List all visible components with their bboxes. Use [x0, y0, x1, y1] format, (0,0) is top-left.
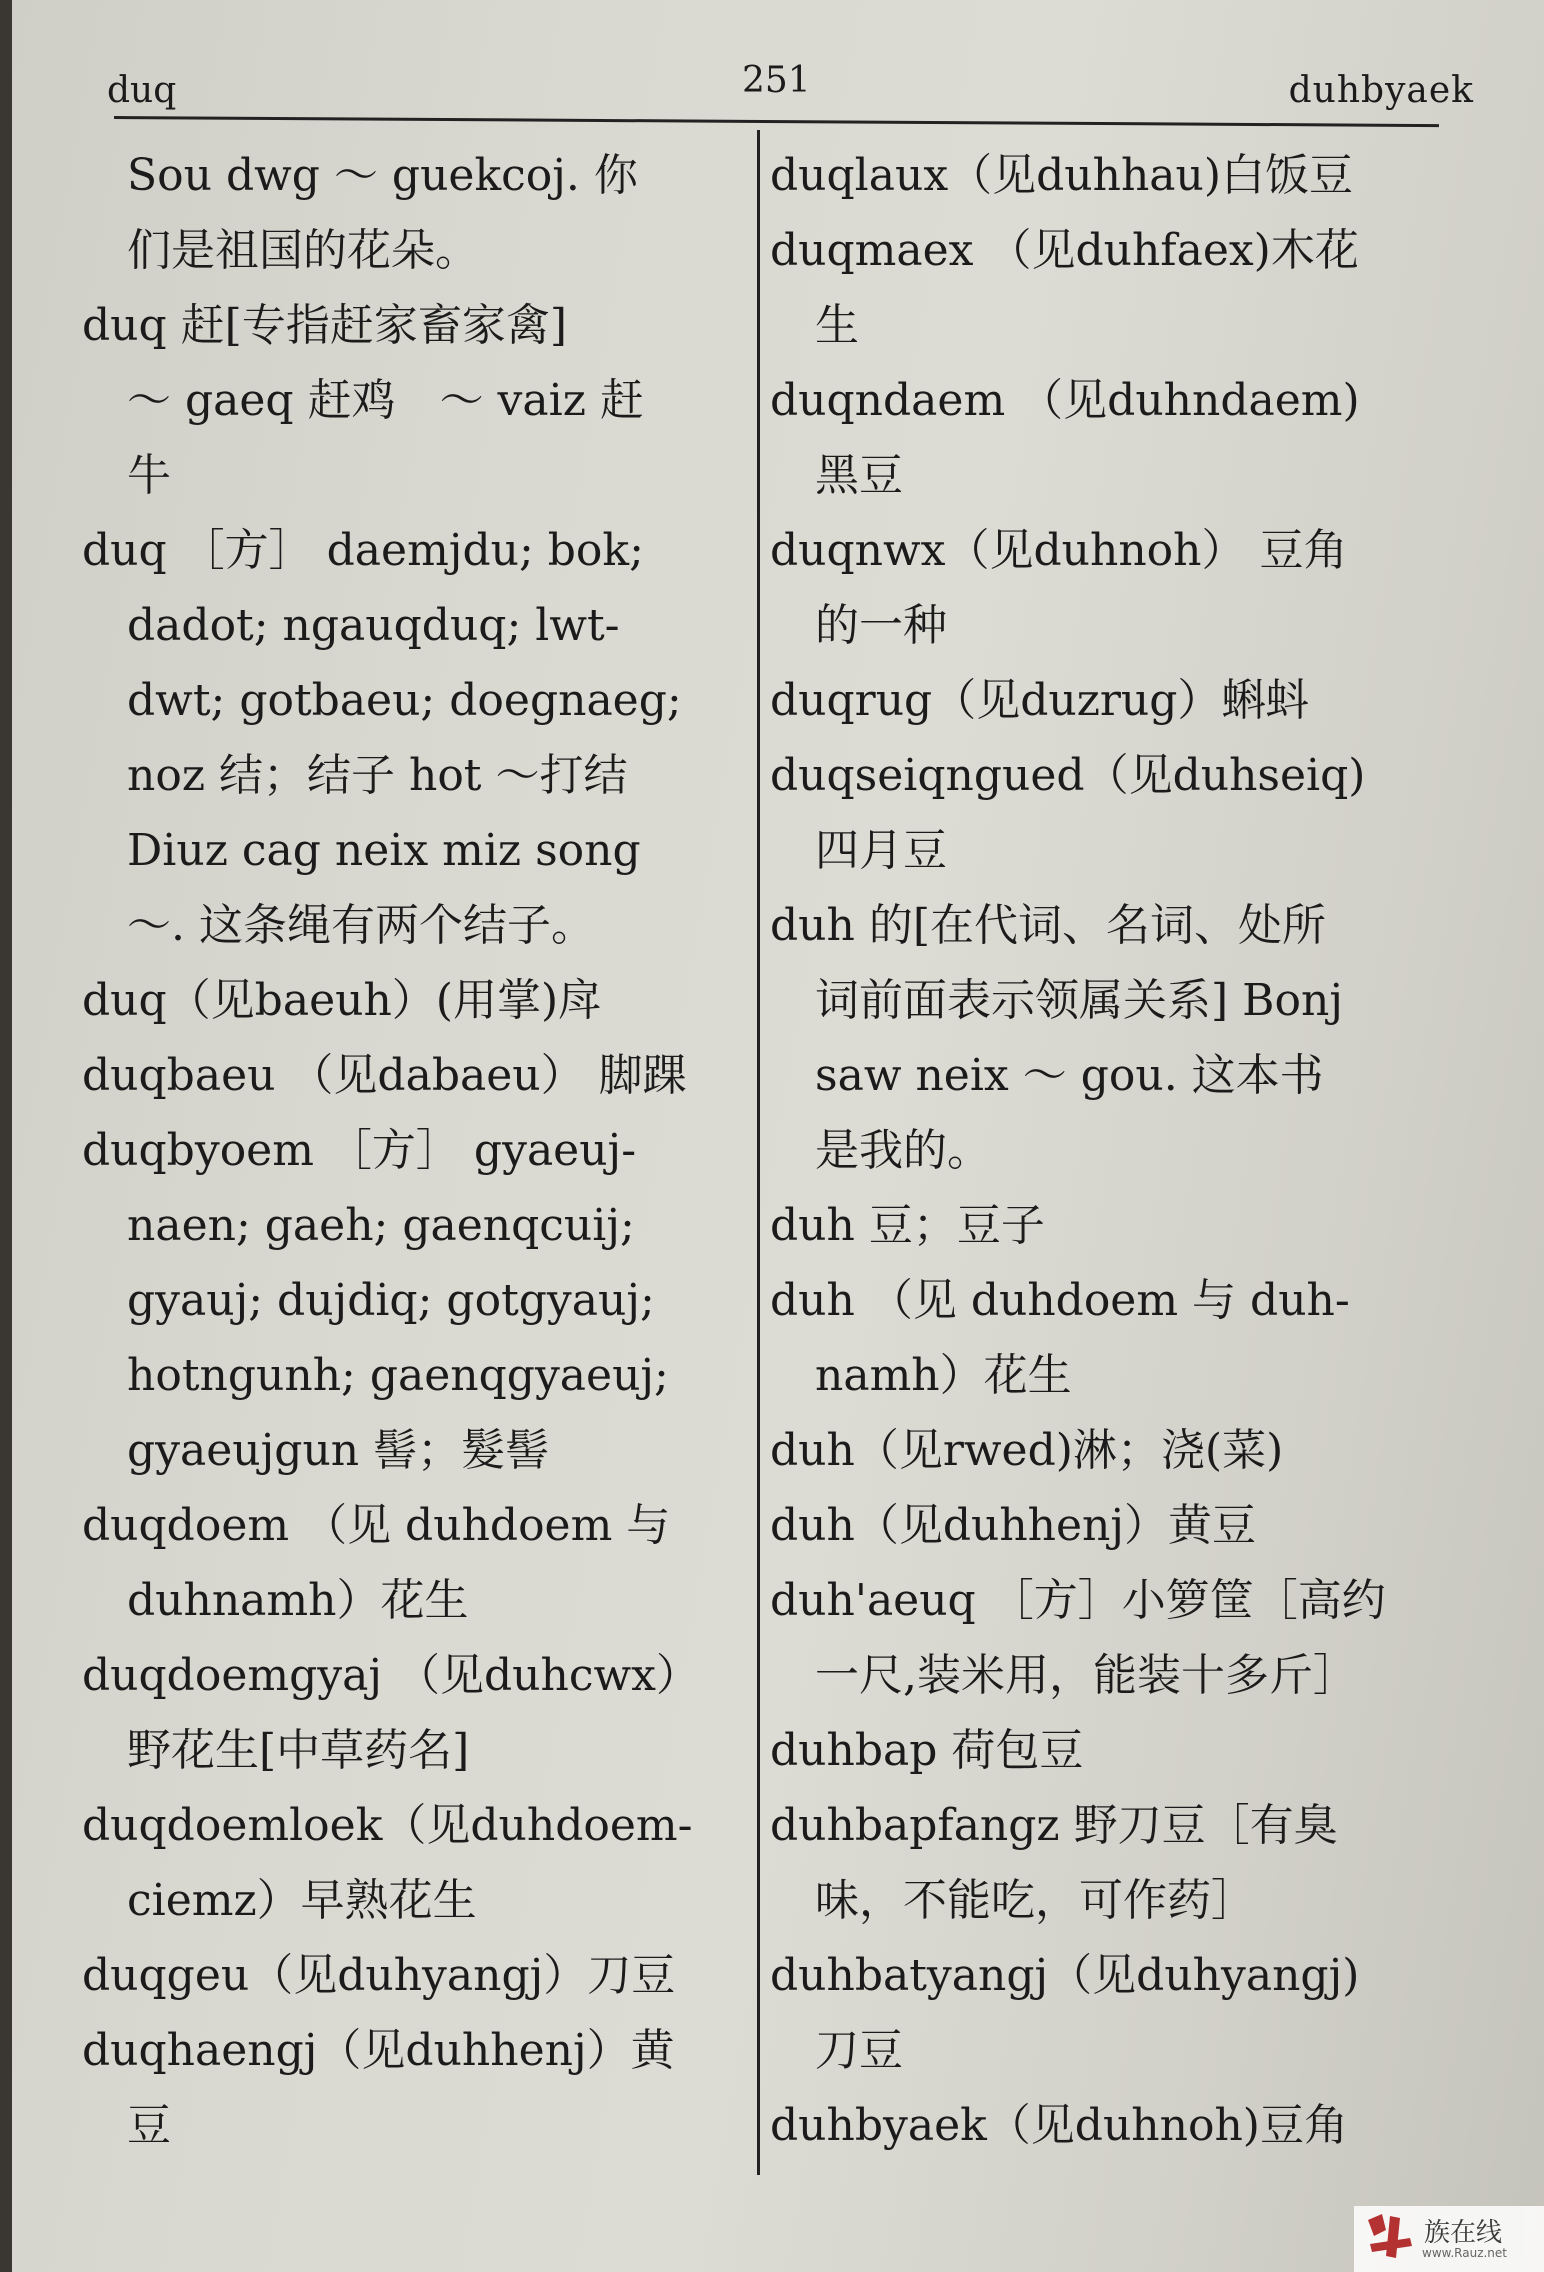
dictionary-entry: [770, 1563, 1430, 1713]
entry-headline: duqdoemloek（见duhdoem-: [82, 1800, 693, 1851]
entry-continuation-line: gyaeujgun 髻；髮髻: [127, 1425, 550, 1476]
dictionary-entry: [770, 738, 1430, 888]
right-column: [770, 138, 1430, 2163]
column-divider: [757, 130, 760, 2175]
entry-continuation-line: hotngunh; gaenqgyaeuj;: [127, 1350, 669, 1401]
site-logo-icon: [1360, 2210, 1420, 2268]
entry-continuation-line: 刀豆: [815, 2025, 903, 2076]
entry-headline: duhbapfangz 野刀豆［有臭: [770, 1800, 1338, 1851]
site-watermark: [1354, 2206, 1544, 2272]
entry-continuation-line: naen; gaeh; gaenqcuij;: [127, 1200, 635, 1251]
entry-headline: duh 的[在代词、名词、处所: [770, 900, 1326, 951]
entry-headline: duqlaux（见duhhau)白饭豆: [770, 150, 1354, 201]
dictionary-entry: [770, 1488, 1430, 1563]
dictionary-entry: [82, 1938, 742, 2013]
dictionary-entry: [82, 1788, 742, 1938]
entry-headline: duqseiqngued（见duhseiq): [770, 750, 1366, 801]
dictionary-entry: [82, 288, 742, 513]
entry-headline: duqdoem （见 duhdoem 与: [82, 1500, 671, 1551]
entry-headline: duqrug（见duzrug）蝌蚪: [770, 675, 1310, 726]
entry-continuation-line: dadot; ngauqduq; lwt-: [127, 600, 620, 651]
entry-headline: duq ［方］ daemjdu; bok;: [82, 525, 644, 576]
dictionary-page: [12, 0, 1544, 2272]
entry-headline: duh'aeuq ［方］小箩筐［高约: [770, 1575, 1386, 1626]
entry-continuation-line: ～ gaeq 赶鸡 ～ vaiz 赶: [127, 375, 644, 426]
entry-headline: Sou dwg ～ guekcoj. 你: [127, 150, 638, 201]
dictionary-entry: [770, 2088, 1430, 2163]
entry-headline: duq 赶[专指赶家畜家禽]: [82, 300, 567, 351]
dictionary-entry: [770, 1713, 1430, 1788]
entry-continuation-line: noz 结；结子 hot ～打结: [127, 750, 628, 801]
dictionary-entry: [770, 138, 1430, 213]
entry-continuation-line: 豆: [127, 2100, 171, 2151]
dictionary-entry: [770, 1263, 1430, 1413]
watermark-url: www.Rauz.net: [1422, 2246, 1507, 2260]
entry-headline: duh（见rwed)淋；浇(菜): [770, 1425, 1284, 1476]
dictionary-entry: [770, 1788, 1430, 1938]
entry-continuation-line: gyauj; dujdiq; gotgyauj;: [127, 1275, 655, 1326]
dictionary-entry: [770, 663, 1430, 738]
entry-headline: duqbyoem ［方］ gyaeuj-: [82, 1125, 637, 1176]
dictionary-entry: [770, 1188, 1430, 1263]
entry-headline: duh 豆；豆子: [770, 1200, 1045, 1251]
entry-continuation-line: 是我的。: [815, 1125, 991, 1176]
entry-continuation-line: 四月豆: [815, 825, 947, 876]
dictionary-entry: [82, 963, 742, 1038]
entry-headline: duhbyaek（见duhnoh)豆角: [770, 2100, 1348, 2151]
entry-continuation-line: 的一种: [815, 600, 947, 651]
entry-headline: duqmaex （见duhfaex)木花: [770, 225, 1359, 276]
entry-continuation-line: Diuz cag neix miz song: [127, 825, 641, 876]
entry-headline: duq（见baeuh）(用掌)戽: [82, 975, 603, 1026]
dictionary-entry: [770, 1938, 1430, 2088]
dictionary-entry: [770, 888, 1430, 1188]
entry-continuation-line: 一尺,装米用，能装十多斤］: [815, 1650, 1357, 1701]
dictionary-entry: [770, 213, 1430, 363]
header-right-guideword: duhbyaek: [1288, 70, 1474, 111]
entry-headline: duhbatyangj（见duhyangj): [770, 1950, 1360, 2001]
dictionary-entry: [82, 2013, 742, 2163]
entry-continuation-line: dwt; gotbaeu; doegnaeg;: [127, 675, 682, 726]
entry-continuation-line: 黑豆: [815, 450, 903, 501]
entry-continuation-line: duhnamh）花生: [127, 1575, 469, 1626]
entry-headline: duh （见 duhdoem 与 duh-: [770, 1275, 1350, 1326]
watermark-text: 族在线: [1424, 2218, 1503, 2248]
entry-headline: duqbaeu （见dabaeu） 脚踝: [82, 1050, 687, 1101]
dictionary-entry: [770, 513, 1430, 663]
entry-continuation-line: ～. 这条绳有两个结子。: [127, 900, 595, 951]
entry-headline: duqdoemgyaj （见duhcwx）: [82, 1650, 700, 1701]
entry-continuation-line: namh）花生: [815, 1350, 1072, 1401]
entry-continuation-line: 牛: [127, 450, 171, 501]
dictionary-entry: [82, 1038, 742, 1113]
entry-continuation-line: 生: [815, 300, 859, 351]
dictionary-entry: [82, 138, 742, 288]
entry-continuation-line: 野花生[中草药名]: [127, 1725, 470, 1776]
entry-continuation-line: 词前面表示领属关系] Bonj: [815, 975, 1343, 1026]
entry-headline: duqgeu（见duhyangj）刀豆: [82, 1950, 676, 2001]
dictionary-entry: [82, 1113, 742, 1488]
dictionary-entry: [770, 1413, 1430, 1488]
page-number: 251: [742, 60, 811, 101]
header-left-guideword: duq: [107, 70, 177, 111]
dictionary-entry: [82, 1488, 742, 1638]
entry-continuation-line: 们是祖国的花朵。: [127, 225, 479, 276]
left-column: [82, 138, 742, 2163]
entry-continuation-line: saw neix ～ gou. 这本书: [815, 1050, 1324, 1101]
dictionary-entry: [82, 1638, 742, 1788]
dictionary-entry: [82, 513, 742, 963]
entry-headline: duqnwx（见duhnoh） 豆角: [770, 525, 1348, 576]
entry-headline: duqhaengj（见duhhenj）黄: [82, 2025, 675, 2076]
entry-continuation-line: 味，不能吃，可作药］: [815, 1875, 1255, 1926]
entry-headline: duh（见duhhenj）黄豆: [770, 1500, 1257, 1551]
dictionary-entry: [770, 363, 1430, 513]
header-rule: [114, 116, 1439, 127]
entry-headline: duhbap 荷包豆: [770, 1725, 1084, 1776]
entry-headline: duqndaem （见duhndaem): [770, 375, 1360, 426]
entry-continuation-line: ciemz）早熟花生: [127, 1875, 477, 1926]
